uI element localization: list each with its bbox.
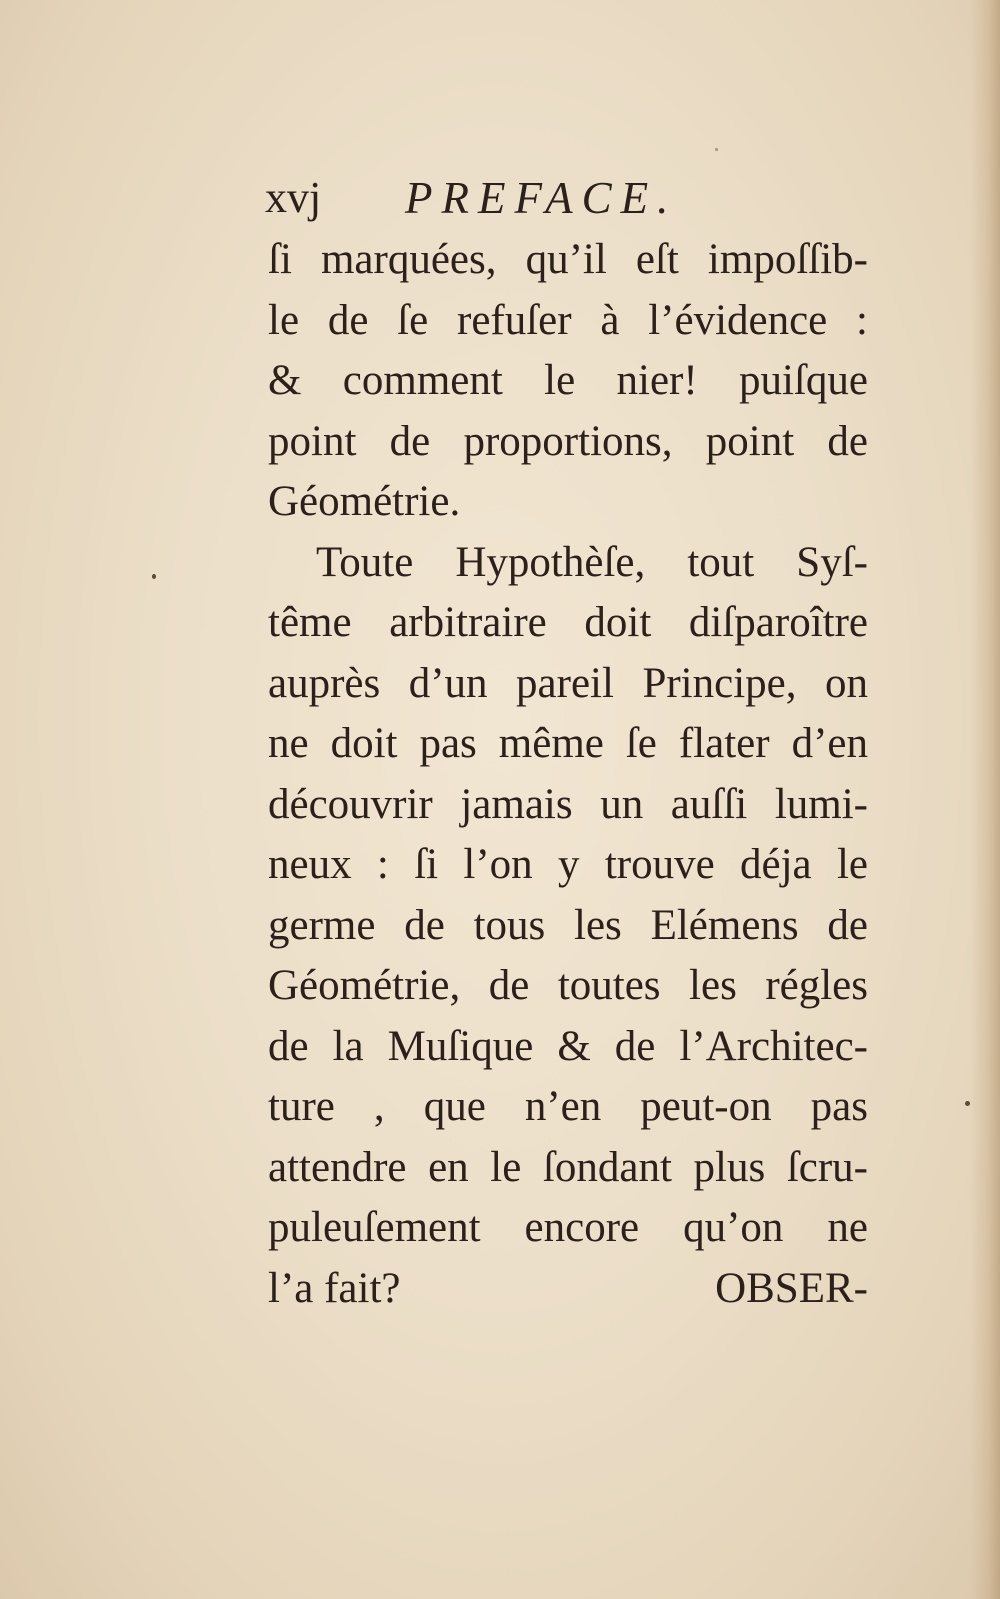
text-line: Géométrie, de toutes les régles — [268, 962, 868, 1009]
paper-speck — [965, 1101, 970, 1106]
final-line — [268, 1259, 868, 1320]
page-number: xvj — [265, 173, 322, 222]
final-text: l’a fait? — [268, 1264, 401, 1312]
text-line: germe de tous les Elémens de — [268, 901, 868, 949]
text-line: tême arbitraire doit diſparoître — [268, 599, 868, 646]
text-line: auprès d’un pareil Principe, on — [268, 659, 868, 707]
body-text — [268, 230, 868, 1319]
text-line: ſi marquées, qu’il eſt impoſſib- — [268, 236, 868, 283]
text-line: le de ſe refuſer à l’évidence : — [268, 296, 868, 344]
text-line: & comment le nier! puiſque — [268, 357, 868, 404]
paper-speck — [715, 148, 718, 151]
running-head — [265, 168, 765, 228]
text-line: point de proportions, point de — [268, 417, 868, 465]
catchword: OBSER- — [715, 1264, 868, 1312]
text-line: attendre en le ſondant plus ſcru- — [268, 1143, 868, 1191]
text-line: découvrir jamais un auſſi lumi- — [268, 780, 868, 828]
text-line: ture , que n’en peut-on pas — [268, 1083, 868, 1130]
text-line: neux : ſi l’on y trouve déja le — [268, 841, 868, 888]
paragraph-end-line: Géométrie. — [268, 478, 461, 525]
paper-speck — [152, 574, 156, 579]
running-title: PREFACE. — [405, 173, 678, 223]
text-line: puleuſement encore qu’on ne — [268, 1204, 868, 1251]
text-line: de la Muſique & de l’Architec- — [268, 1022, 868, 1070]
text-line: ne doit pas même ſe flater d’en — [268, 720, 868, 767]
paragraph-start-line: Toute Hypothèſe, tout Syſ- — [316, 538, 868, 586]
